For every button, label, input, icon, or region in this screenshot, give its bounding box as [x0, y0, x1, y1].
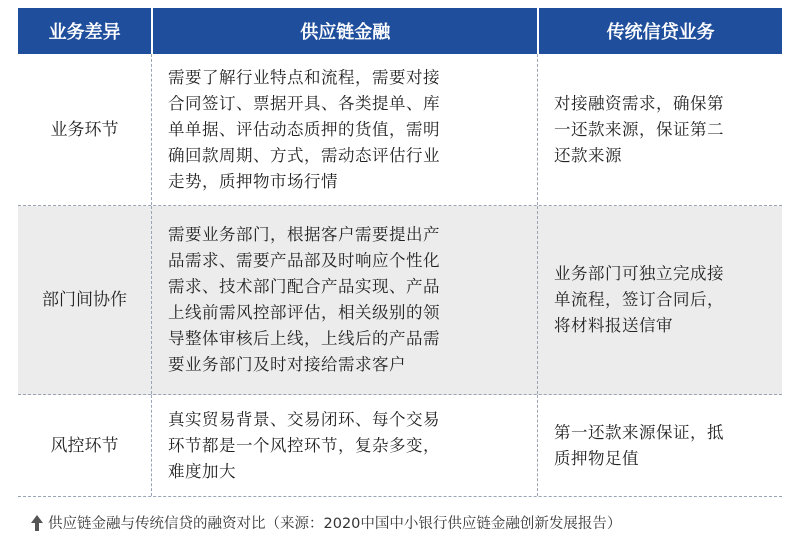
table-row — [18, 206, 782, 395]
arrow-up-icon — [30, 515, 44, 531]
figure-caption — [30, 512, 621, 533]
row-label: 部门间协作 — [18, 206, 152, 394]
caption-text: 供应链金融与传统信贷的融资对比（来源：2020中国中小银行供应链金融创新发展报告） — [48, 516, 622, 532]
scf-cell: 需要了解行业特点和流程，需要对接 合同签订、票据开具、各类提单、库 单单据、评估动态质押的货值，需明 确回款周期、方式，需动态评估行业 走势，质押物市场行情 — [152, 54, 538, 205]
traditional-cell: 业务部门可独立完成接 单流程，签订合同后， 将材料报送信审 — [554, 264, 724, 335]
row-label: 业务环节 — [18, 54, 152, 205]
header-difference: 业务差异 — [18, 8, 153, 54]
header-supply-chain-finance: 供应链金融 — [153, 8, 539, 54]
comparison-table — [18, 8, 782, 497]
table-header — [18, 8, 782, 54]
scf-cell: 真实贸易背景、交易闭环、每个交易 环节都是一个风控环节，复杂多变， 难度加大 — [152, 395, 538, 496]
row-label: 风控环节 — [18, 395, 152, 496]
scf-cell: 需要业务部门，根据客户需要提出产 品需求、需要产品部及时响应个性化 需求、技术部门配合产品实现、产品 上线前需风控部评估，相关级别的领 导整体审核后上线，上线后的产品需 要业务部门及时对接给需求客户 — [152, 206, 538, 394]
header-traditional-credit: 传统信贷业务 — [539, 8, 782, 54]
traditional-cell: 第一还款来源保证，抵 质押物足值 — [554, 422, 724, 468]
traditional-cell: 对接融资需求，确保第 一还款来源，保证第二 还款来源 — [554, 93, 724, 165]
table-row — [18, 54, 782, 206]
table-row — [18, 395, 782, 497]
